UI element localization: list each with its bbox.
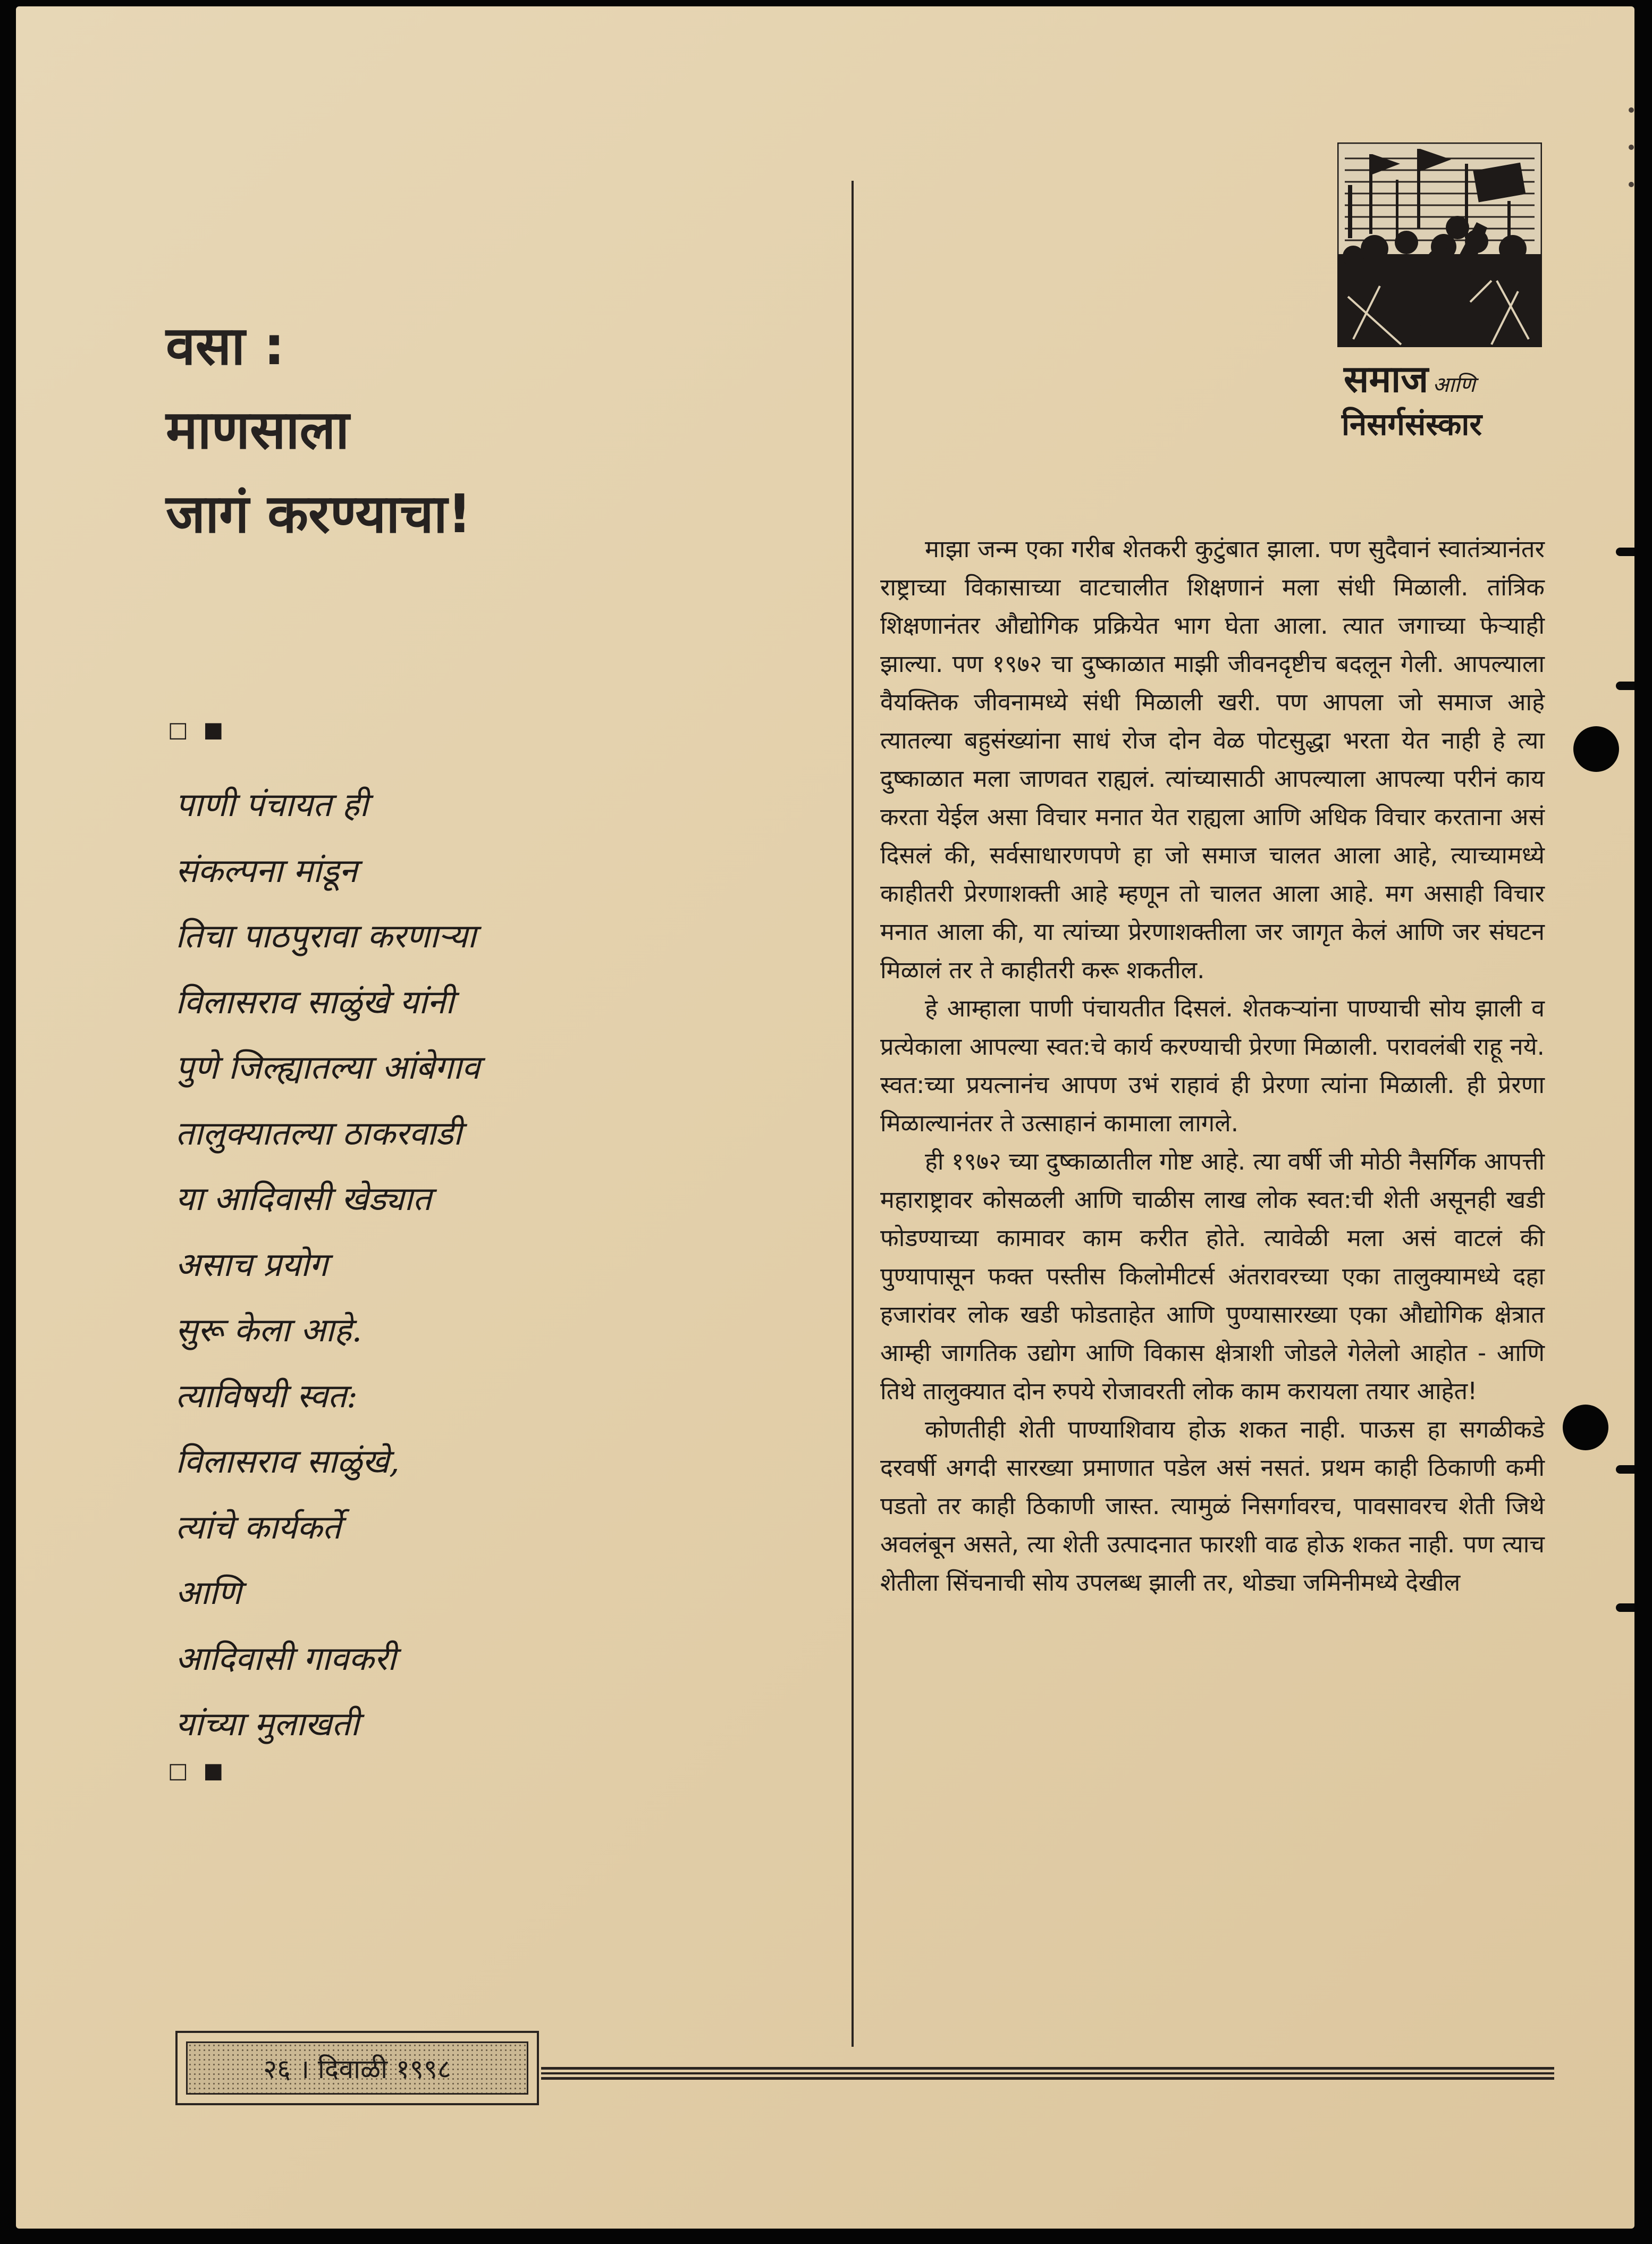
binder-punch-hole <box>1563 1405 1608 1450</box>
intro-line: संकल्पना मांडून <box>175 851 358 890</box>
section-marker-top: □ ■ <box>168 718 228 742</box>
intro-line: विलासराव साळुंखे, <box>175 1442 400 1481</box>
staple-dot <box>1629 182 1634 187</box>
body-paragraph: कोणतीही शेती पाण्याशिवाय होऊ शकत नाही. पाऊस हा सगळीकडे दरवर्षी अगदी सारख्या प्रमाणात पडेल असं नसतं. प्रथम काही ठिकाणी कमी पडतो तर काही ठिकाणी जास्त. त्यामुळं निसर्गावरच, पावसावरच शेती जिथे अवलंबून असते, त्या शेती उत्पादनात फारशी वाढ होऊ शकत नाही. पण त्याच शेतीला सिंचनाची सोय उपलब्ध झाली तर, थोड्या जमिनीमध्ये देखील <box>880 1415 1545 1596</box>
crowd-protest-illustration-icon <box>1337 142 1542 347</box>
intro-line: असाच प्रयोग <box>175 1245 328 1284</box>
article-title <box>166 304 471 556</box>
folio-text: २६ । दिवाळी १९९८ <box>186 2041 528 2095</box>
title-line-1: वसा : <box>166 315 285 377</box>
body-paragraph: ही १९७२ च्या दुष्काळातील गोष्ट आहे. त्या वर्षी जी मोठी नैसर्गिक आपत्ती महाराष्ट्रावर कोसळली आणि चाळीस लाख लोक स्वत:ची शेती असूनही खडी फोडण्याच्या कामावर काम करीत होते. त्यावेळी मला असं वाटलं की पुण्यापासून फक्त पस्तीस किलोमीटर्स अंतरावरच्या एका तालुक्यामध्ये दहा हजारांवर लोक खडी फोडताहेत आणि पुण्यासारख्या एका औद्योगिक क्षेत्रात आम्ही जागतिक उद्योग आणि विकास क्षेत्राशी जोडले गेलेलो आहोत - आणि तिथे तालुक्यात दोन रुपये रोजावरती लोक काम करायला तयार आहेत! <box>880 1147 1545 1405</box>
binder-notch <box>1616 548 1634 556</box>
intro-line: पुणे जिल्ह्यातल्या आंबेगाव <box>175 1048 480 1087</box>
binder-punch-hole <box>1573 726 1619 772</box>
intro-line: त्याविषयी स्वत: <box>175 1376 358 1415</box>
binder-notch <box>1616 1603 1634 1612</box>
binder-notch <box>1616 682 1634 690</box>
intro-line: पाणी पंचायत ही <box>175 785 368 824</box>
article-body <box>880 530 1545 1602</box>
intro-line: आदिवासी गावकरी <box>175 1638 397 1678</box>
intro-line: तिचा पाठपुरावा करणाऱ्या <box>175 917 476 955</box>
intro-blurb <box>175 772 835 1757</box>
body-paragraph: हे आम्हाला पाणी पंचायतीत दिसलं. शेतकऱ्यांना पाण्याची सोय झाली व प्रत्येकाला आपल्या स्वत:चे कार्य करण्याची प्रेरणा मिळाली. परावलंबी राहू नये. स्वत:च्या प्रयत्नानंच आपण उभं राहावं ही प्रेरणा त्यांना मिळाली. ही प्रेरणा मिळाल्यानंतर ते उत्साहानं कामाला लागले. <box>880 994 1545 1137</box>
intro-line: आणि <box>175 1573 242 1612</box>
intro-line: विलासराव साळुंखे यांनी <box>175 982 454 1021</box>
intro-line: या आदिवासी खेड्यात <box>175 1179 432 1218</box>
staple-dot <box>1629 107 1634 113</box>
magazine-page <box>16 6 1634 2229</box>
section-brand-aani: आणि <box>1432 373 1476 397</box>
section-marker-bottom: □ ■ <box>168 1759 228 1783</box>
intro-line: यांच्या मुलाखती <box>175 1704 359 1743</box>
binder-notch <box>1616 1465 1634 1474</box>
section-brand-title <box>1344 352 1475 403</box>
title-line-2: माणसाला <box>166 399 350 461</box>
footer-rule <box>541 2067 1554 2080</box>
body-paragraph: माझा जन्म एका गरीब शेतकरी कुटुंबात झाला. पण सुदैवानं स्वातंत्र्यानंतर राष्ट्राच्या विकासाच्या वाटचालीत शिक्षणानं मला संधी मिळाली. तांत्रिक शिक्षणानंतर औद्योगिक प्रक्रियेत भाग घेता आला. त्यात जगाच्या फेऱ्याही झाल्या. पण १९७२ चा दुष्काळात माझी जीवनदृष्टीच बदलून गेली. आपल्याला वैयक्तिक जीवनामध्ये संधी मिळाली खरी. पण आपला जो समाज आहे त्यातल्या बहुसंख्यांना साधं रोज दोन वेळ पोटसुद्धा भरता येत नाही हे त्या दुष्काळात मला जाणवत राह्यलं. त्यांच्यासाठी आपल्याला आपल्या परीनं काय करता येईल असा विचार मनात येत राह्यला आणि अधिक विचार करताना असं दिसलं की, सर्वसाधारणपणे हा जो समाज चालत आला आहे, त्याच्यामध्ये काहीतरी प्रेरणाशक्ती आहे म्हणून तो चालत आला आहे. मग असाही विचार मनात आला की, या त्यांच्या प्रेरणाशक्तीला जर जागृत केलं आणि जर संघटन मिळालं तर ते काहीतरी करू शकतील. <box>880 535 1545 984</box>
column-divider <box>852 181 854 2047</box>
page-folio <box>175 2031 539 2105</box>
section-brand-line1: समाज <box>1344 357 1429 401</box>
title-line-3: जागं करण्याचा! <box>166 483 472 545</box>
section-brand-subtitle: निसर्गसंस्कार <box>1342 406 1482 442</box>
intro-line: तालुक्यातल्या ठाकरवाडी <box>175 1113 462 1153</box>
intro-line: त्यांचे कार्यकर्ते <box>175 1507 341 1547</box>
staple-dot <box>1629 145 1634 150</box>
intro-line: सुरू केला आहे. <box>175 1310 363 1349</box>
